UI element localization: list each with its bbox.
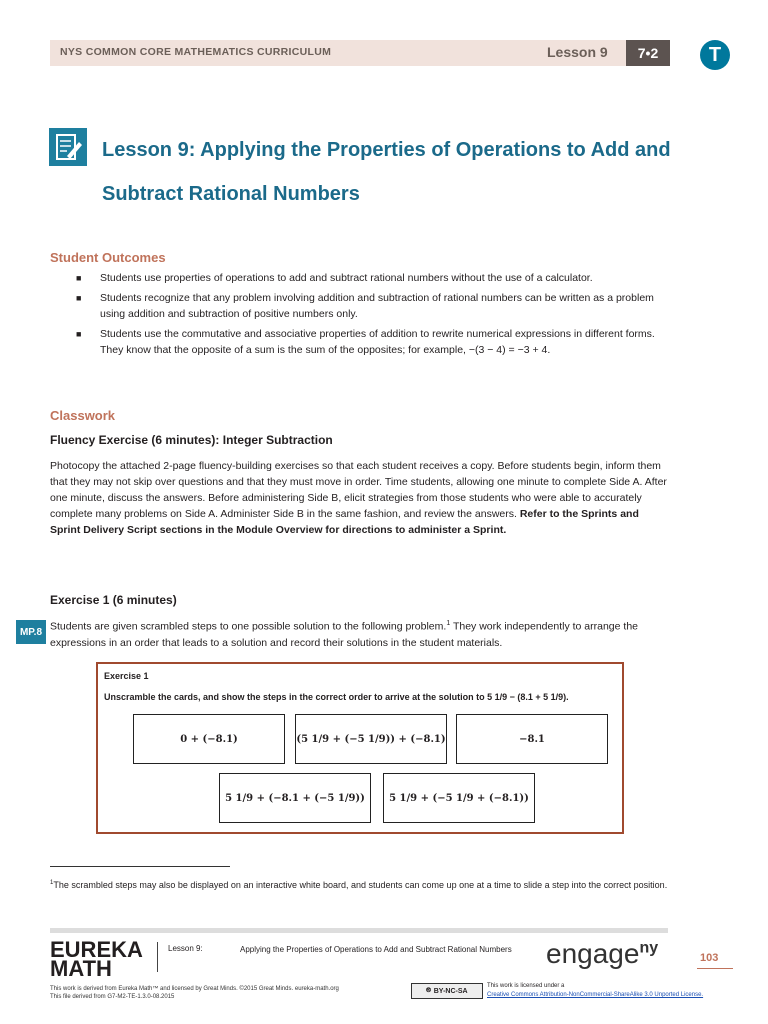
classwork-heading: Classwork	[50, 408, 116, 423]
credit-text: This work is derived from Eureka Math™ and licensed by Great Minds. ©2015 Great Minds. eureka-math.org This file derived from G7-M2-TE-1.3.0-08.2015	[50, 986, 339, 1000]
fluency-paragraph: Photocopy the attached 2-page fluency-building exercises so that each student receives a copy. Before students begin, inform them that they may not skip over questions and that they must move in order. Time students, allowing one minute to complete Side A. After one minute, discuss the answers. Before administering Side B, elicit strategies from those students who were able to accurately complete many problems on Side A. Administer Side B in the same fashion, and review the answers. Refer to the Sprints and Sprint Delivery Script sections in the Module Overview for directions to administer a Sprint.	[50, 460, 667, 536]
curriculum-label: NYS COMMON CORE MATHEMATICS CURRICULUM	[60, 46, 332, 58]
exercise-prompt: Unscramble the cards, and show the steps in the correct order to arrive at the solution to 5 1/9 − (8.1 + 5 1/9).	[104, 692, 569, 702]
exercise-heading: Exercise 1 (6 minutes)	[50, 593, 177, 607]
footer-lesson-title: Applying the Properties of Operations to Add and Subtract Rational Numbers	[240, 945, 512, 954]
outcomes-heading: Student Outcomes	[50, 250, 166, 265]
lesson-icon	[49, 128, 87, 166]
eureka-math-logo: EUREKA MATH	[50, 937, 143, 981]
footer-lesson: Lesson 9:	[168, 944, 203, 953]
page-title: Lesson 9: Applying the Properties of Operations to Add and Subtract Rational Numbers	[102, 139, 671, 205]
page-number: 103	[700, 952, 719, 964]
mp-badge: MP.8	[16, 620, 46, 644]
card: −8.1	[456, 714, 608, 764]
page-number-rule	[697, 968, 733, 969]
card: (5 1/9 + (−5 1/9)) + (−8.1)	[295, 714, 447, 764]
list-item: ■ Students recognize that any problem involving addition and subtraction of rational numbers can be written as a problem using addition and subtraction of positive numbers only.	[76, 292, 654, 320]
lesson-label: Lesson 9	[547, 44, 608, 60]
footer-divider	[157, 942, 158, 972]
footnote-divider	[50, 866, 230, 867]
teacher-badge: T	[700, 40, 730, 70]
card: 5 1/9 + (−5 1/9 + (−8.1))	[383, 773, 535, 823]
card: 0 + (−8.1)	[133, 714, 285, 764]
license-link[interactable]: Creative Commons Attribution-NonCommercial-ShareAlike 3.0 Unported License.	[487, 992, 704, 998]
cc-license-badge[interactable]: 🅭 BY-NC-SA	[411, 983, 483, 999]
footnote: $^1$The scrambled steps may also be displayed on an interactive white board, and students can come up one at a time to slide a step into the correct position.	[50, 880, 668, 890]
outcomes-list	[50, 270, 670, 362]
fluency-heading: Fluency Exercise (6 minutes): Integer Subtraction	[50, 433, 333, 447]
exercise-paragraph: Students are given scrambled steps to one possible solution to the following problem.$^1$ They work independently to arrange the expressions in an order that leads to a solution and record their solutions in the student materials.	[50, 620, 639, 649]
engageny-logo: engage$^{ny}$	[546, 938, 659, 969]
card: 5 1/9 + (−8.1 + (−5 1/9))	[219, 773, 371, 823]
list-item: ■ Students use properties of operations to add and subtract rational numbers without the use of a calculator.	[76, 272, 593, 284]
license-text: This work is licensed under a Creative Commons Attribution-NonCommercial-ShareAlike 3.0 Unported License.	[487, 983, 704, 998]
list-item: ■ Students use the commutative and associative properties of addition to rewrite numerical expressions in different forms. They know that the opposite of a sum is the sum of the opposites; for example, −(3 − 4) = −3 + 4.	[76, 328, 655, 356]
footer-bar	[50, 928, 668, 933]
exercise-box-title: Exercise 1	[104, 671, 149, 681]
module-code: 7•2	[626, 40, 670, 66]
